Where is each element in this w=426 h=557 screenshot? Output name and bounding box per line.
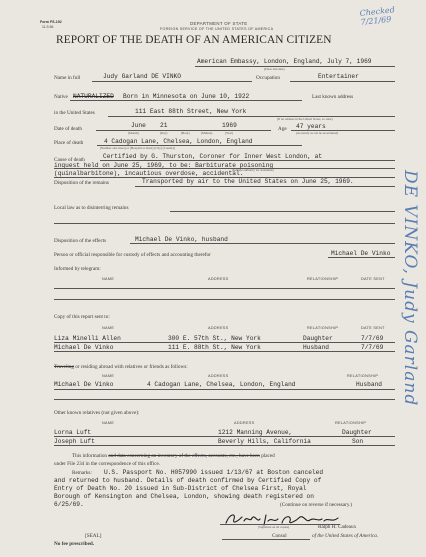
abroad-col-address: ADDRESS xyxy=(208,374,229,378)
abroad-label-struck: Traveling xyxy=(54,364,74,370)
telegram-col-name: NAME xyxy=(102,277,115,281)
other-row-name: Lorna Luft xyxy=(54,429,92,436)
occupation-value: Entertainer xyxy=(318,73,359,80)
place-label: Place of death xyxy=(54,140,84,146)
service-heading: FOREIGN SERVICE OF THE UNITED STATES OF AMERICA xyxy=(160,27,274,31)
department-heading: DEPARTMENT OF STATE xyxy=(190,21,248,26)
copy-row-address: 111 E. 88th St., New York xyxy=(168,344,261,351)
telegram-label: Informed by telegram: xyxy=(54,266,101,272)
native-value: Born in Minnesota on June 10, 1922 xyxy=(123,93,250,100)
last-address-label: Last known address xyxy=(312,94,354,100)
us-address-value: 111 East 88th Street, New York xyxy=(135,108,247,115)
abroad-col-relationship: RELATIONSHIP xyxy=(347,374,379,378)
us-sub: (If no address in the United States, so state) xyxy=(277,117,333,121)
native-struck: NATURALIZED xyxy=(73,93,114,100)
other-col-name: NAME xyxy=(102,421,115,425)
copy-col-relationship: RELATIONSHIP xyxy=(307,326,339,330)
date-sub-year: (Year) xyxy=(225,131,233,135)
cause-line-1: Certified by G. Thurston, Coroner for Inner West London, at xyxy=(103,153,323,160)
filed-struck: and data concerning an inventory of the effects, accounts, etc., have been xyxy=(108,453,260,459)
embassy-sub: (Place and date) xyxy=(264,67,285,71)
filed-statement xyxy=(72,453,275,459)
place-value: 4 Cadogan Lane, Chelsea, London, England xyxy=(104,138,253,145)
date-sub-month: (Month) xyxy=(128,131,139,135)
local-law-label: Local law as to disinterring remains xyxy=(54,205,129,211)
copy-col-name: NAME xyxy=(102,326,115,330)
copy-row-name: Liza Minelli Allen xyxy=(54,335,121,342)
custody-label: Person or official responsible for custody of effects and accounting therefor xyxy=(54,252,211,258)
date-month: June xyxy=(131,122,146,129)
checked-stamp-text: Checked 7/21/69 xyxy=(359,5,396,27)
other-row-name: Joseph Luft xyxy=(54,438,95,445)
cause-line-3: (quinalbarbitone), incautious overdose, accidental. xyxy=(54,170,244,177)
copy-col-date: DATE SENT xyxy=(361,326,385,330)
place-sub: (Number and street) or (Hospital or hotel) (City) (Country) xyxy=(100,146,176,150)
form-id: Form FS-192 xyxy=(40,20,62,24)
margin-handwritten-note: DE VINKO, Judy Garland xyxy=(400,170,420,407)
date-year: 1969 xyxy=(222,122,237,129)
cause-line-2: inquest held on June 25, 1969, to be: Barbiturate poisoning xyxy=(54,162,274,169)
abroad-label-rest: or residing abroad with relatives or friends as follows: xyxy=(75,364,188,370)
form-date: 11-9-56 xyxy=(42,25,54,29)
other-col-relationship: RELATIONSHIP xyxy=(335,421,367,425)
remarks-line-2: and returned to husband. Details of death confirmed by Certified Copy of xyxy=(54,477,322,484)
signature-sub: (Signature on all copies) xyxy=(258,525,290,529)
telegram-col-date: DATE SENT xyxy=(361,277,385,281)
abroad-row-address: 4 Cadogan Lane, Chelsea, London, England xyxy=(147,381,296,388)
copy-row-address: 300 E. 57th St., New York xyxy=(168,335,261,342)
copy-col-address: ADDRESS xyxy=(208,326,229,330)
age-value: 47 years xyxy=(296,123,326,130)
report-title: REPORT OF THE DEATH OF AN AMERICAN CITIZEN xyxy=(56,34,332,46)
embassy-place-date: American Embassy, London, England, July 7, 1969 xyxy=(197,58,372,65)
consul-label: Consul xyxy=(272,533,287,539)
us-label: in the United States xyxy=(54,110,95,116)
remarks-label: Remarks: xyxy=(72,470,92,476)
abroad-row-name: Michael De Vinko xyxy=(54,381,114,388)
age-label: Age xyxy=(278,126,287,132)
checked-stamp xyxy=(359,3,417,27)
filed-part-2: placed xyxy=(261,453,275,459)
fee-note: No fee prescribed. xyxy=(54,541,95,547)
other-relatives-label: Other known relatives (not given above): xyxy=(54,410,140,416)
date-death-label: Date of death xyxy=(54,126,82,132)
date-sub-hour: (Hour) xyxy=(181,131,190,135)
consul-name: Ralph H. Cadeaux xyxy=(318,524,357,530)
filed-statement-2: under File 234 in the correspondence of this office. xyxy=(54,461,161,467)
abroad-row-relationship: Husband xyxy=(356,381,382,388)
custody-value: Michael De Vinko xyxy=(331,250,391,257)
effects-label: Disposition of the effects xyxy=(54,238,107,244)
consul-of: of the United States of America. xyxy=(312,533,379,539)
cause-label: Cause of death xyxy=(54,157,85,163)
copy-label: Copy of this report sent to: xyxy=(54,314,110,320)
remarks-line-5: 6/25/69. xyxy=(54,501,84,508)
date-sub-minute: (Minute) xyxy=(201,131,213,135)
other-row-address: 1212 Manning Avenue, xyxy=(218,429,293,436)
telegram-col-relationship: RELATIONSHIP xyxy=(307,277,339,281)
date-sub-day: (Day) xyxy=(160,131,168,135)
telegram-col-address: ADDRESS xyxy=(208,277,229,281)
other-col-address: ADDRESS xyxy=(234,421,255,425)
filed-part-1: This information xyxy=(72,453,108,459)
date-day: 21 xyxy=(160,122,168,129)
other-row-relationship: Daughter xyxy=(342,429,372,436)
other-row-address: Beverly Hills, California xyxy=(218,438,311,445)
remarks-line-3: Entry of Death No. 20 issued in Sub-District of Chelsea First, Royal xyxy=(54,485,307,492)
occupation-label: Occupation xyxy=(256,75,280,81)
name-value: Judy Garland DE VINKO xyxy=(103,73,181,80)
disposition-label: Disposition of the remains xyxy=(54,180,109,186)
continue-note: (Continue on reverse if necessary.) xyxy=(280,502,353,508)
disposition-value: Transported by air to the United States on June 25, 1969. xyxy=(142,178,354,185)
remarks-line-1: U.S. Passport No. H057990 issued 1/13/67 at Boston canceled xyxy=(104,469,324,476)
effects-value: Michael De Vinko, husband xyxy=(135,236,228,243)
abroad-label xyxy=(54,364,188,370)
date-sub-note: (As nearly as can be ascertained) xyxy=(296,131,339,135)
name-label: Name in full xyxy=(54,75,81,81)
cause-sub: (Include authority for statement) xyxy=(232,168,274,172)
copy-row-relationship: Daughter xyxy=(303,335,333,342)
remarks-line-4: Borough of Kensington and Chelsea, London, showing death registered on xyxy=(54,493,314,500)
abroad-col-name: NAME xyxy=(102,374,115,378)
copy-row-date: 7/7/69 xyxy=(361,335,384,342)
copy-row-name: Michael De Vinko xyxy=(54,344,114,351)
copy-row-date: 7/7/69 xyxy=(361,344,384,351)
seal-label: [SEAL] xyxy=(85,533,102,539)
copy-row-relationship: Husband xyxy=(303,344,329,351)
other-row-relationship: Son xyxy=(352,438,364,445)
native-label: Native xyxy=(54,94,68,100)
